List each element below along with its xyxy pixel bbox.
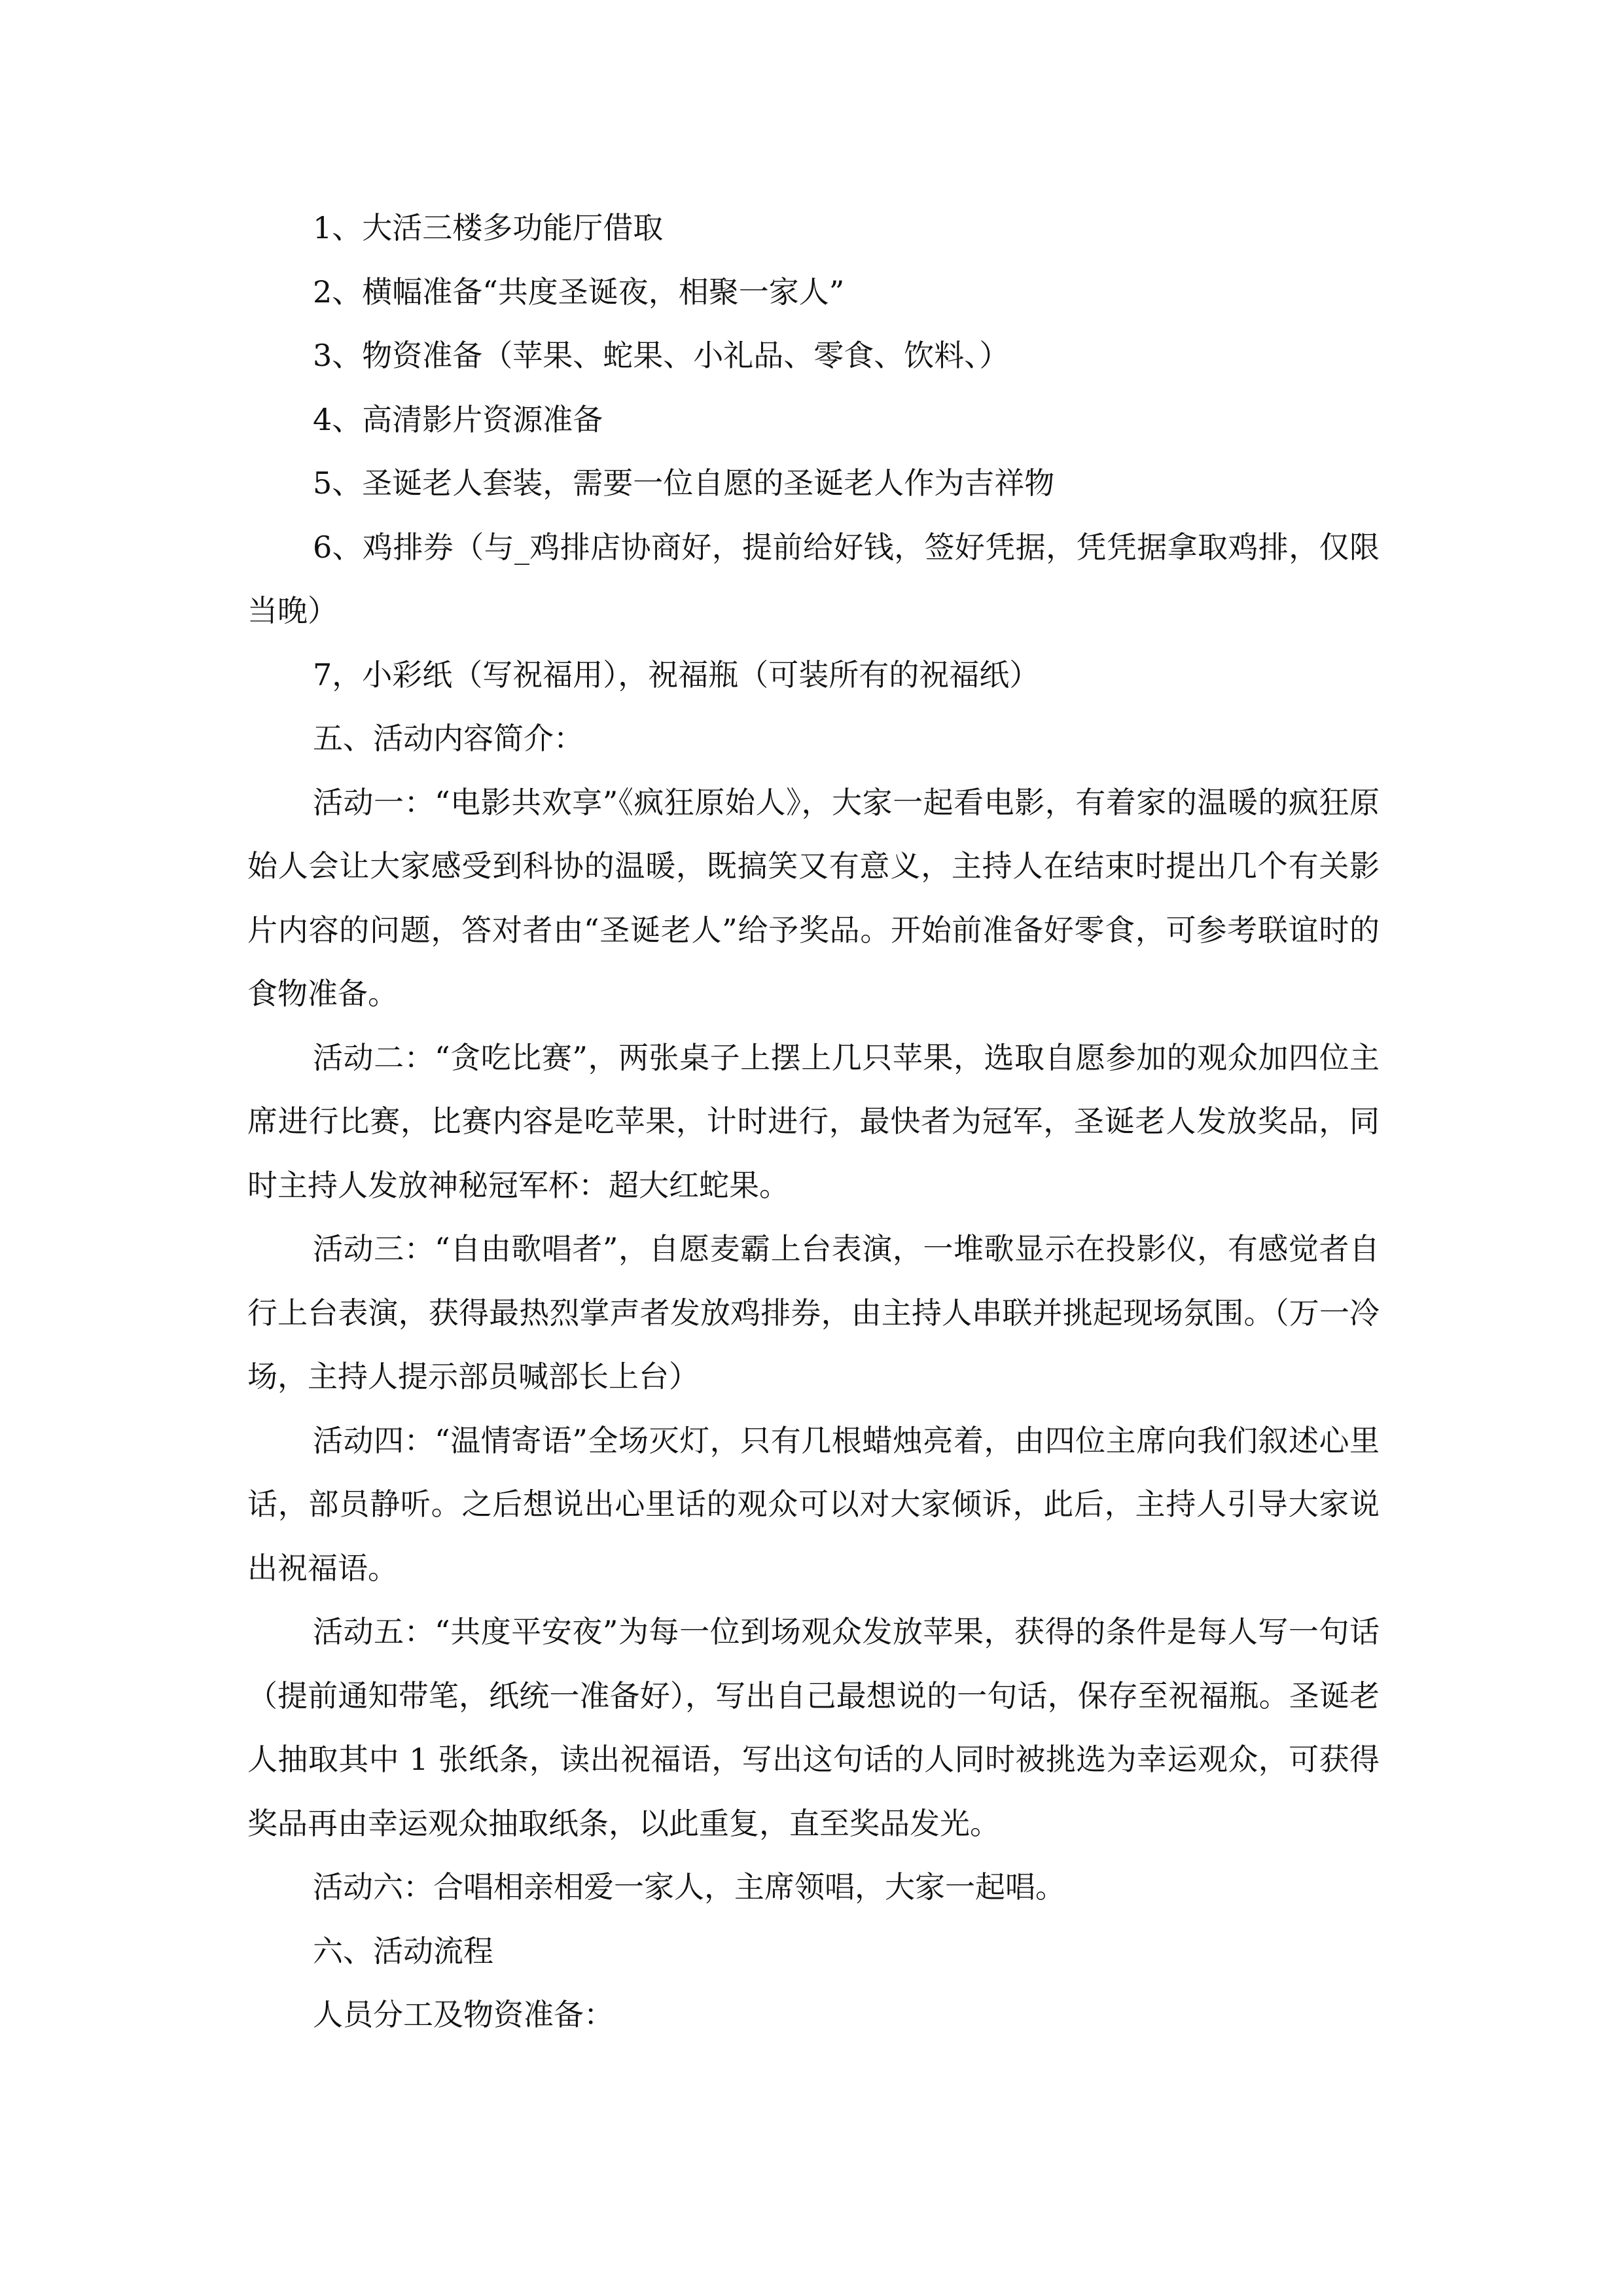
list-item-venue: 1、大活三楼多功能厅借取: [313, 210, 664, 245]
activity-three-paragraph: 活动三：“自由歌唱者”，自愿麦霸上台表演，一堆歌显示在投影仪，有感觉者自行上台表演，获得最热烈掌声者发放鸡排券，由主持人串联并挑起现场氛围。（万一冷场，主持人提示部员喊部长上台）: [247, 1231, 1380, 1394]
section-heading-process: 六、活动流程: [313, 1933, 493, 1969]
activity-four-paragraph: 活动四：“温情寄语”全场灭灯，只有几根蜡烛亮着，由四位主席向我们叙述心里话，部员静听。之后想说出心里话的观众可以对大家倾诉，此后，主持人引导大家说出祝福语。: [247, 1422, 1380, 1586]
activity-one-paragraph: 活动一：“电影共欢享”《疯狂原始人》，大家一起看电影，有着家的温暖的疯狂原始人会让大家感受到科协的温暖，既搞笑又有意义，主持人在结束时提出几个有关影片内容的问题，答对者由“圣诞老人”给予奖品。开始前准备好零食，可参考联谊时的食物准备。: [247, 784, 1380, 1011]
activity-two-paragraph: 活动二：“贪吃比赛”，两张桌子上摆上几只苹果，选取自愿参加的观众加四位主席进行比赛，比赛内容是吃苹果，计时进行，最快者为冠军，圣诞老人发放奖品，同时主持人发放神秘冠军杯：超大红蛇果。: [247, 1039, 1380, 1203]
activity-five-paragraph: 活动五：“共度平安夜”为每一位到场观众发放苹果，获得的条件是每人写一句话（提前通知带笔，纸统一准备好），写出自己最想说的一句话，保存至祝福瓶。圣诞老人抽取其中 1 张纸条，读出祝福语，写出这句话的人同时被挑选为幸运观众，可获得奖品再由幸运观众抽取纸条，以此重复，直至奖品发光。: [247, 1614, 1380, 1841]
list-item-chicken-voucher: 6、鸡排券（与_鸡排店协商好，提前给好钱，签好凭据，凭凭据拿取鸡排，仅限当晚）: [247, 529, 1380, 628]
list-item-supplies: 3、物资准备（苹果、蛇果、小礼品、零食、饮料、）: [313, 338, 1010, 373]
list-item-banner: 2、横幅准备“共度圣诞夜，相聚一家人”: [313, 274, 845, 310]
list-item-wish-paper: 7，小彩纸（写祝福用），祝福瓶（可装所有的祝福纸）: [313, 656, 1040, 692]
list-item-film: 4、高清影片资源准备: [313, 401, 603, 437]
list-item-santa-costume: 5、圣诞老人套装，需要一位自愿的圣诞老人作为吉祥物: [313, 465, 1055, 501]
section-heading-activities: 五、活动内容简介：: [313, 721, 584, 756]
staffing-heading: 人员分工及物资准备：: [313, 1997, 614, 2032]
activity-six-paragraph: 活动六：合唱相亲相爱一家人，主席领唱，大家一起唱。: [313, 1869, 1065, 1905]
document-body: [247, 196, 1380, 2047]
